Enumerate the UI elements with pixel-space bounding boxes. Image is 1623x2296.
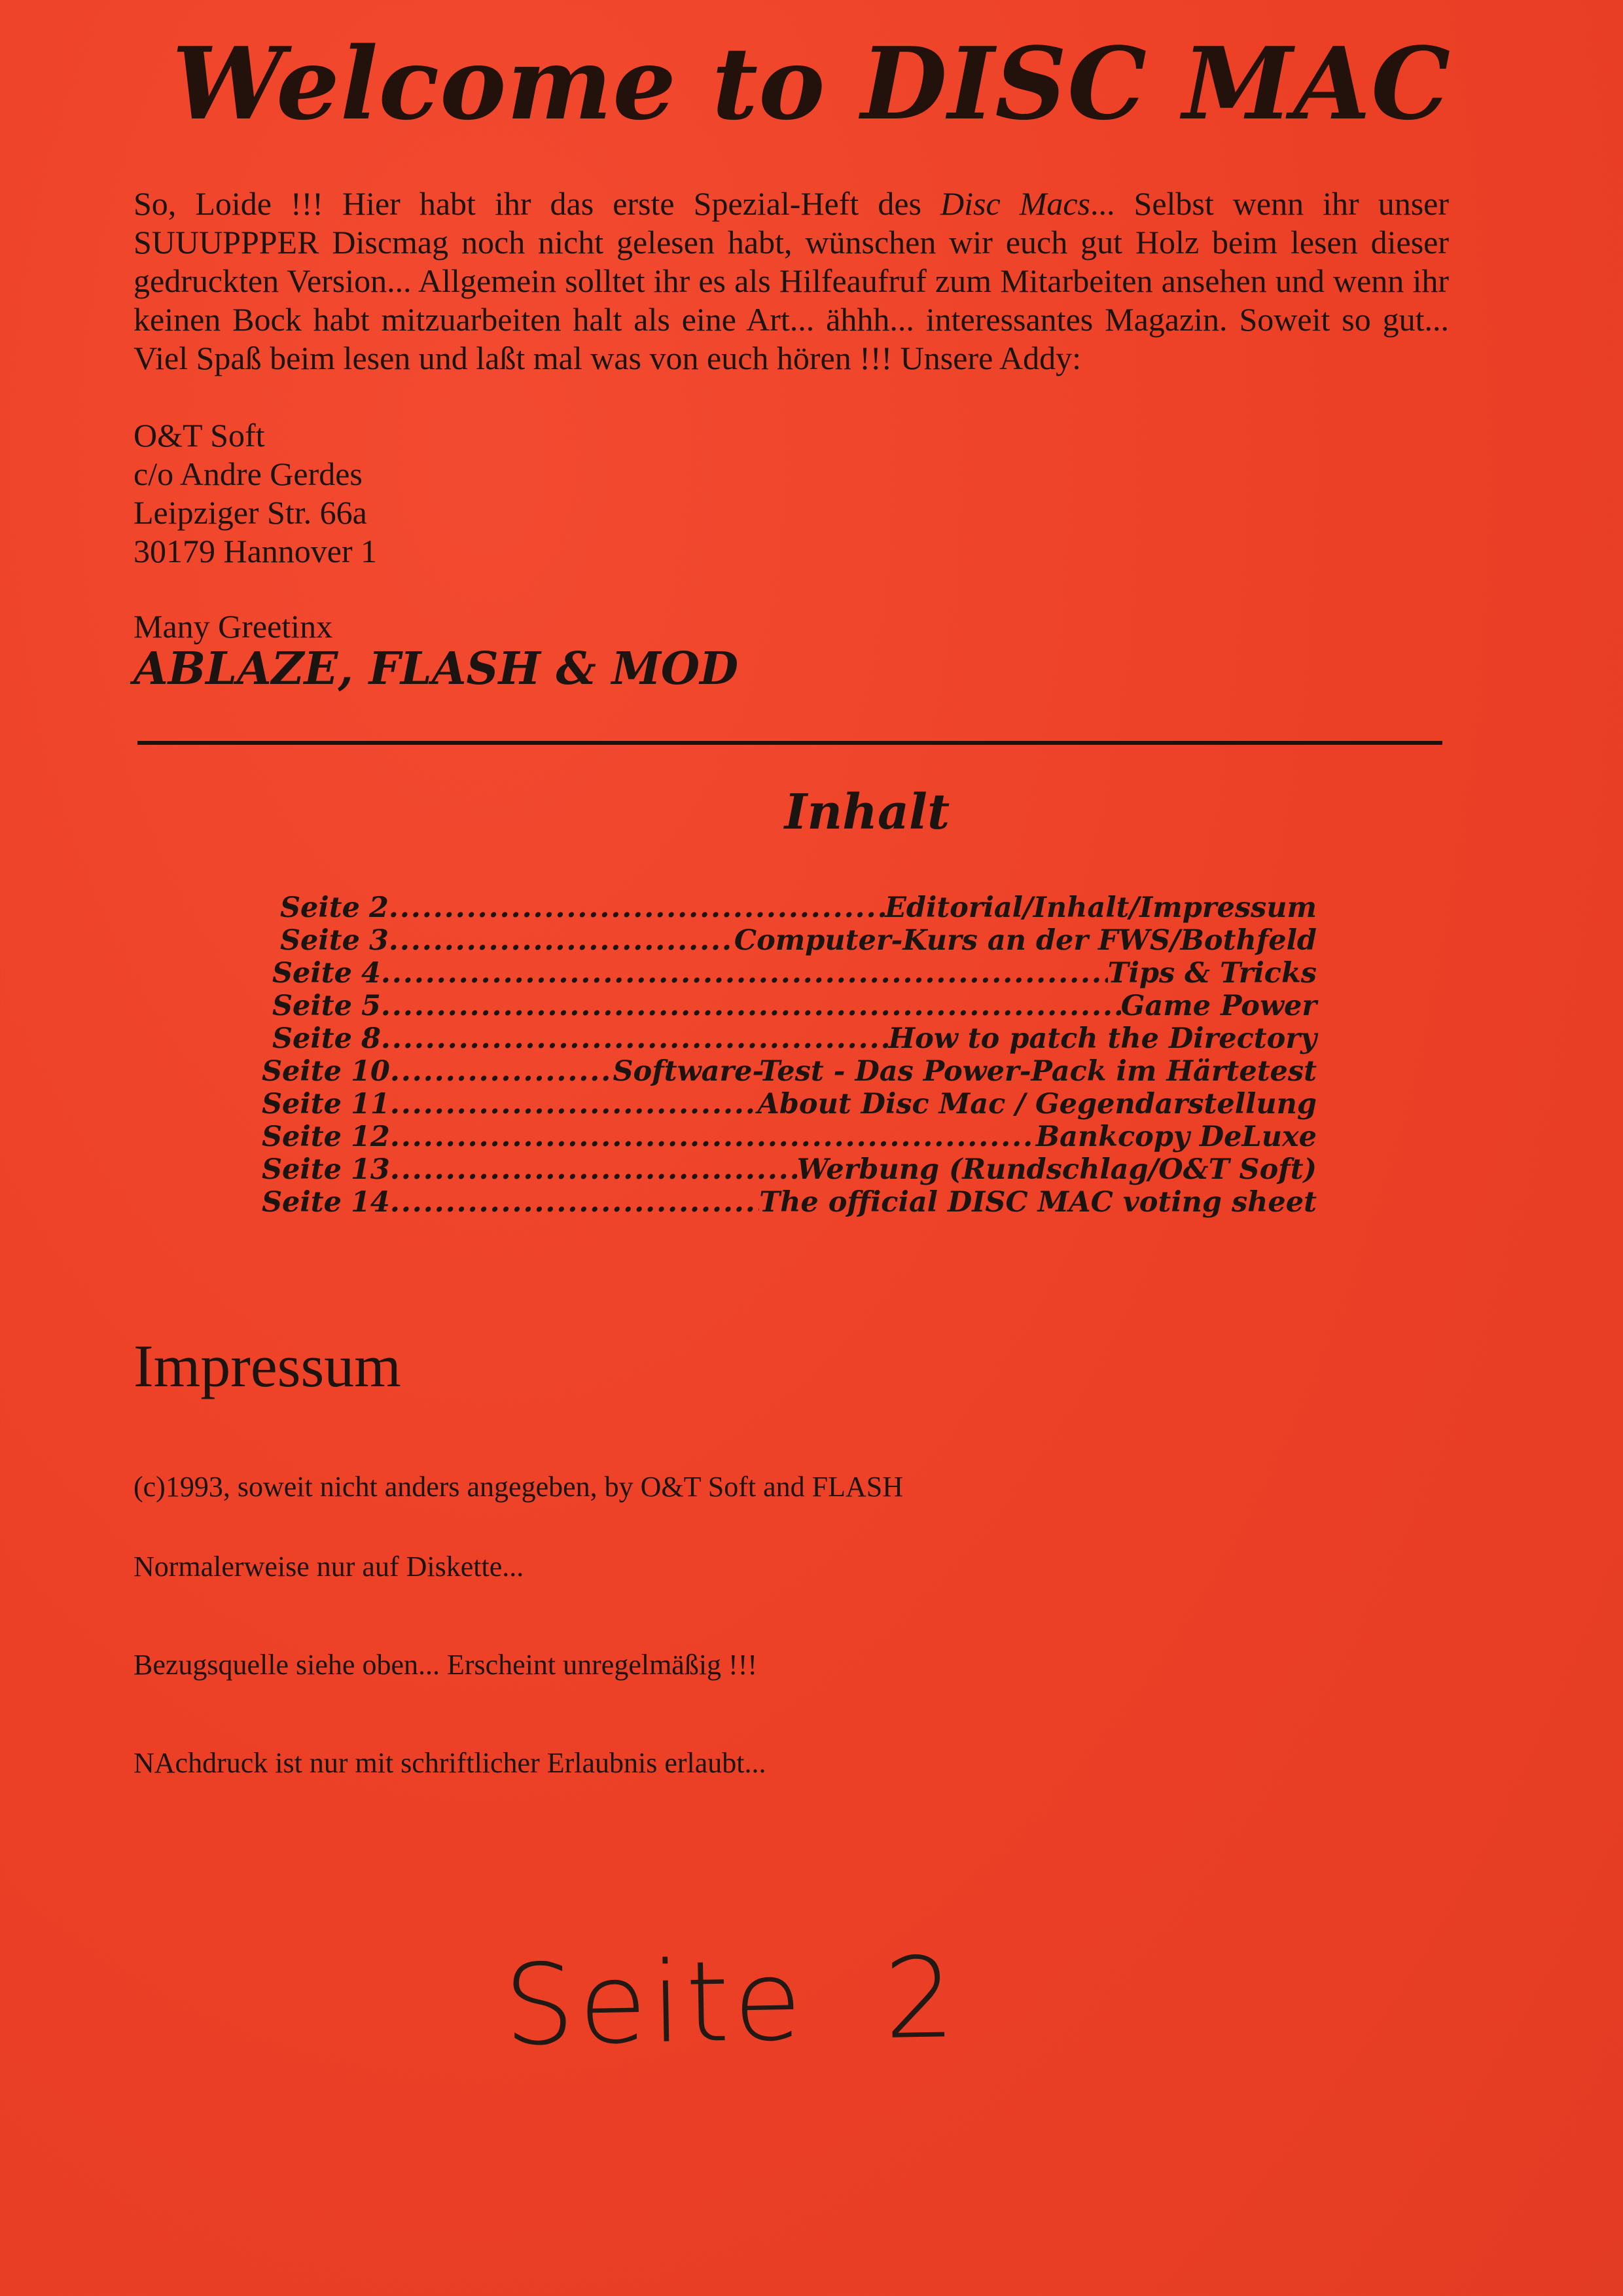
toc-entry-title: Editorial/Inhalt/Impressum bbox=[885, 891, 1317, 924]
toc-seite-label: Seite bbox=[262, 1088, 342, 1121]
toc-leader-dots bbox=[389, 924, 734, 957]
toc-entry-title: How to patch the Directory bbox=[888, 1022, 1317, 1055]
toc-page-number: 10 bbox=[351, 1055, 390, 1088]
toc-entry bbox=[262, 891, 1317, 924]
toc-seite-label: Seite bbox=[262, 1055, 342, 1088]
impressum-line: Bezugsquelle siehe oben... Erscheint unregelmäßig !!! bbox=[134, 1649, 758, 1681]
handwritten-page-number bbox=[503, 1933, 960, 2071]
toc-seite-label: Seite bbox=[262, 1153, 342, 1186]
toc-entry-title: About Disc Mac / Gegendarstellung bbox=[757, 1088, 1317, 1121]
greeting: Many Greetinx bbox=[134, 608, 333, 645]
intro-magazine-name: Disc Macs bbox=[940, 185, 1090, 222]
toc-entry-title: The official DISC MAC voting sheet bbox=[759, 1186, 1317, 1219]
toc-leader-dots bbox=[389, 891, 885, 924]
toc-entry bbox=[262, 1121, 1317, 1153]
toc-entry bbox=[262, 1186, 1317, 1219]
contents-heading: Inhalt bbox=[784, 784, 950, 840]
toc-entry-title: Computer-Kurs an der FWS/Bothfeld bbox=[734, 924, 1317, 957]
toc-page-number: 4 bbox=[361, 957, 381, 990]
toc-entry-title: Werbung (Rundschlag/O&T Soft) bbox=[796, 1153, 1317, 1186]
toc-seite-label: Seite bbox=[280, 891, 360, 924]
toc-page-number: 12 bbox=[351, 1121, 390, 1153]
toc-seite-label: Seite bbox=[262, 1186, 342, 1219]
toc-entry bbox=[262, 924, 1317, 957]
impressum-heading: Impressum bbox=[134, 1333, 401, 1399]
page-title: Welcome to DISC MAC bbox=[171, 25, 1452, 142]
impressum-line: (c)1993, soweit nicht anders angegeben, by O&T Soft and FLASH bbox=[134, 1471, 903, 1503]
intro-text-end: ... Selbst wenn ihr unser SUUUPPPER Discmag noch nicht gelesen habt, wünschen wir euch gut Holz beim lesen dieser gedruckten Version... Allgemein solltet ihr es als Hilfeaufruf zum Mitarbeiten ansehen und wenn ihr keinen Bock habt mitzuarbeiten halt als eine Art... ähhh... interessantes Magazin. Soweit so gut... Viel Spaß beim lesen und laßt mal was von euch hören !!! Unsere Addy: bbox=[134, 185, 1450, 376]
toc-page-number: 8 bbox=[361, 1022, 381, 1055]
toc-leader-dots bbox=[381, 1022, 889, 1055]
intro-paragraph bbox=[134, 185, 1449, 378]
address-line: Leipziger Str. 66a bbox=[134, 494, 367, 531]
toc-page-number: 2 bbox=[369, 891, 389, 924]
impressum-line: Normalerweise nur auf Diskette... bbox=[134, 1551, 524, 1583]
toc-seite-label: Seite bbox=[272, 990, 352, 1022]
toc-leader-dots bbox=[390, 1121, 1036, 1153]
postal-address bbox=[134, 416, 377, 571]
toc-page-number: 3 bbox=[369, 924, 389, 957]
signature: ABLAZE, FLASH & MOD bbox=[134, 643, 739, 695]
table-of-contents bbox=[262, 891, 1317, 1219]
toc-page-number: 13 bbox=[351, 1153, 390, 1186]
divider bbox=[137, 741, 1442, 745]
address-line: c/o Andre Gerdes bbox=[134, 456, 363, 492]
toc-entry bbox=[262, 990, 1317, 1022]
toc-entry bbox=[262, 957, 1317, 990]
toc-leader-dots bbox=[381, 957, 1108, 990]
toc-page-number: 11 bbox=[351, 1088, 390, 1121]
toc-seite-label: Seite bbox=[280, 924, 360, 957]
toc-seite-label: Seite bbox=[272, 1022, 352, 1055]
toc-entry bbox=[262, 1153, 1317, 1186]
impressum-line: NAchdruck ist nur mit schriftlicher Erlaubnis erlaubt... bbox=[134, 1747, 766, 1779]
toc-seite-label: Seite bbox=[272, 957, 352, 990]
toc-entry-title: Software-Test - Das Power-Pack im Härtetest bbox=[613, 1055, 1317, 1088]
toc-leader-dots bbox=[390, 1153, 797, 1186]
toc-leader-dots bbox=[390, 1055, 613, 1088]
toc-seite-label: Seite bbox=[262, 1121, 342, 1153]
toc-page-number: 14 bbox=[351, 1186, 390, 1219]
intro-text-start: So, Loide !!! Hier habt ihr das erste Spezial-Heft des bbox=[134, 185, 941, 222]
toc-entry bbox=[262, 1088, 1317, 1121]
toc-entry-title: Game Power bbox=[1120, 990, 1317, 1022]
toc-leader-dots bbox=[381, 990, 1121, 1022]
toc-entry bbox=[262, 1055, 1317, 1088]
address-line: 30179 Hannover 1 bbox=[134, 533, 378, 569]
toc-leader-dots bbox=[390, 1186, 759, 1219]
toc-entry bbox=[262, 1022, 1317, 1055]
toc-entry-title: Bankcopy DeLuxe bbox=[1035, 1121, 1317, 1153]
handwritten-word: Seite bbox=[503, 1936, 807, 2072]
address-line: O&T Soft bbox=[134, 417, 265, 454]
toc-leader-dots bbox=[390, 1088, 758, 1121]
handwritten-number: 2 bbox=[883, 1933, 960, 2064]
toc-entry-title: Tips & Tricks bbox=[1107, 957, 1317, 990]
toc-page-number: 5 bbox=[361, 990, 381, 1022]
